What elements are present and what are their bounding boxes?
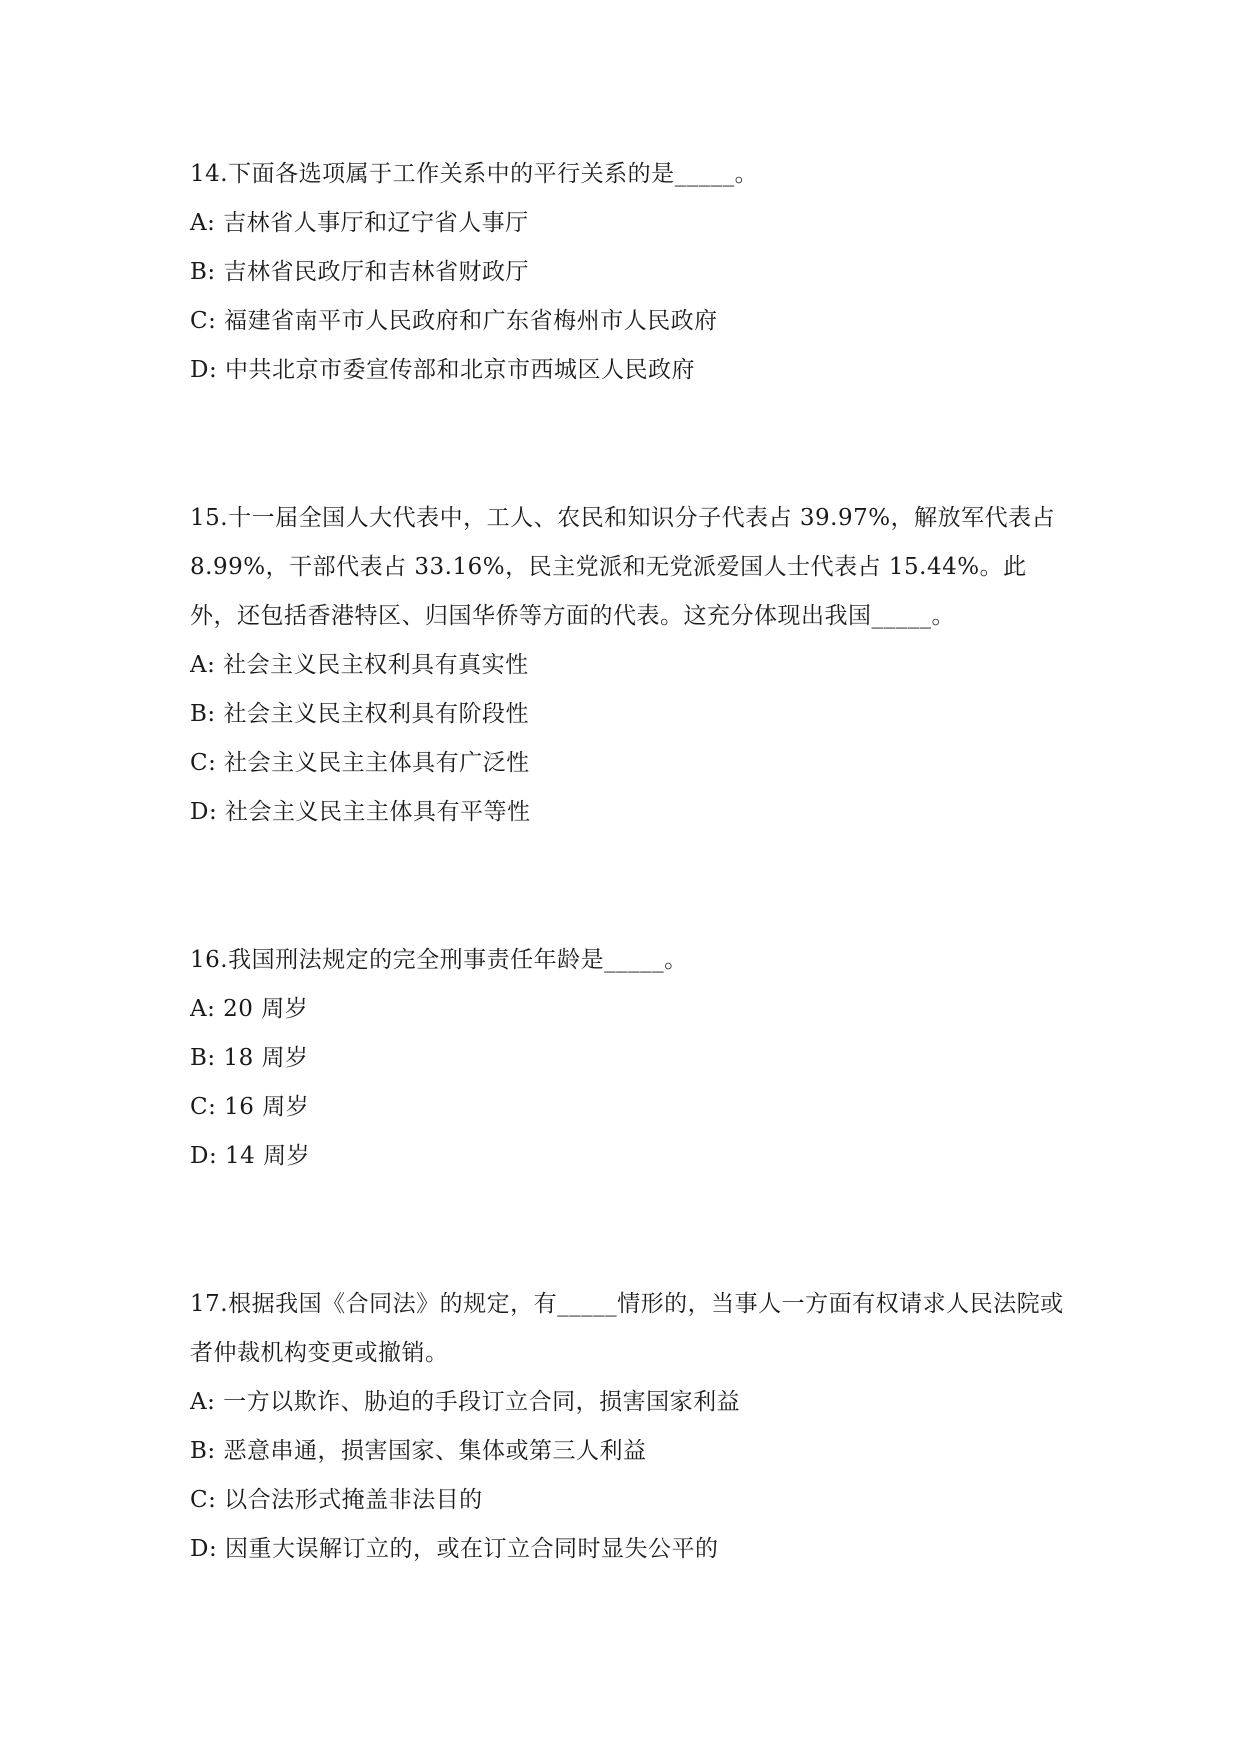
option-list <box>190 1378 1070 1574</box>
option-a: A: 20 周岁 <box>190 996 309 1022</box>
option-a: A: 吉林省人事厅和辽宁省人事厅 <box>190 210 529 236</box>
option-c: C: 福建省南平市人民政府和广东省梅州市人民政府 <box>190 308 718 334</box>
option-c: C: 16 周岁 <box>190 1094 310 1120</box>
option-a: A: 社会主义民主权利具有真实性 <box>190 652 529 678</box>
question-15 <box>190 494 1070 837</box>
option-b: B: 恶意串通，损害国家、集体或第三人利益 <box>190 1438 647 1464</box>
option-a: A: 一方以欺诈、胁迫的手段订立合同，损害国家利益 <box>190 1389 741 1415</box>
option-d: D: 社会主义民主主体具有平等性 <box>190 799 531 825</box>
option-list <box>190 641 1070 837</box>
question-14 <box>190 150 1070 395</box>
option-b: B: 社会主义民主权利具有阶段性 <box>190 701 529 727</box>
option-list <box>190 985 1070 1181</box>
question-stem: 14.下面各选项属于工作关系中的平行关系的是_____。 <box>190 161 759 187</box>
question-17 <box>190 1280 1070 1574</box>
option-d: D: 因重大误解订立的，或在订立合同时显失公平的 <box>190 1536 719 1562</box>
question-stem: 15.十一届全国人大代表中，工人、农民和知识分子代表占 39.97%，解放军代表占 8.99%，干部代表占 33.16%，民主党派和无党派爱国人士代表占 15.44%。此外，还包括香港特区、归国华侨等方面的代表。这充分体现出我国_____。 <box>190 505 1056 629</box>
question-16 <box>190 936 1070 1181</box>
option-c: C: 社会主义民主主体具有广泛性 <box>190 750 530 776</box>
question-stem: 16.我国刑法规定的完全刑事责任年龄是_____。 <box>190 947 688 973</box>
option-b: B: 18 周岁 <box>190 1045 309 1071</box>
option-b: B: 吉林省民政厅和吉林省财政厅 <box>190 259 529 285</box>
option-list <box>190 199 1070 395</box>
option-d: D: 14 周岁 <box>190 1143 311 1169</box>
option-d: D: 中共北京市委宣传部和北京市西城区人民政府 <box>190 357 696 383</box>
option-c: C: 以合法形式掩盖非法目的 <box>190 1487 483 1513</box>
question-stem: 17.根据我国《合同法》的规定，有_____情形的，当事人一方面有权请求人民法院或者仲裁机构变更或撤销。 <box>190 1291 1064 1366</box>
